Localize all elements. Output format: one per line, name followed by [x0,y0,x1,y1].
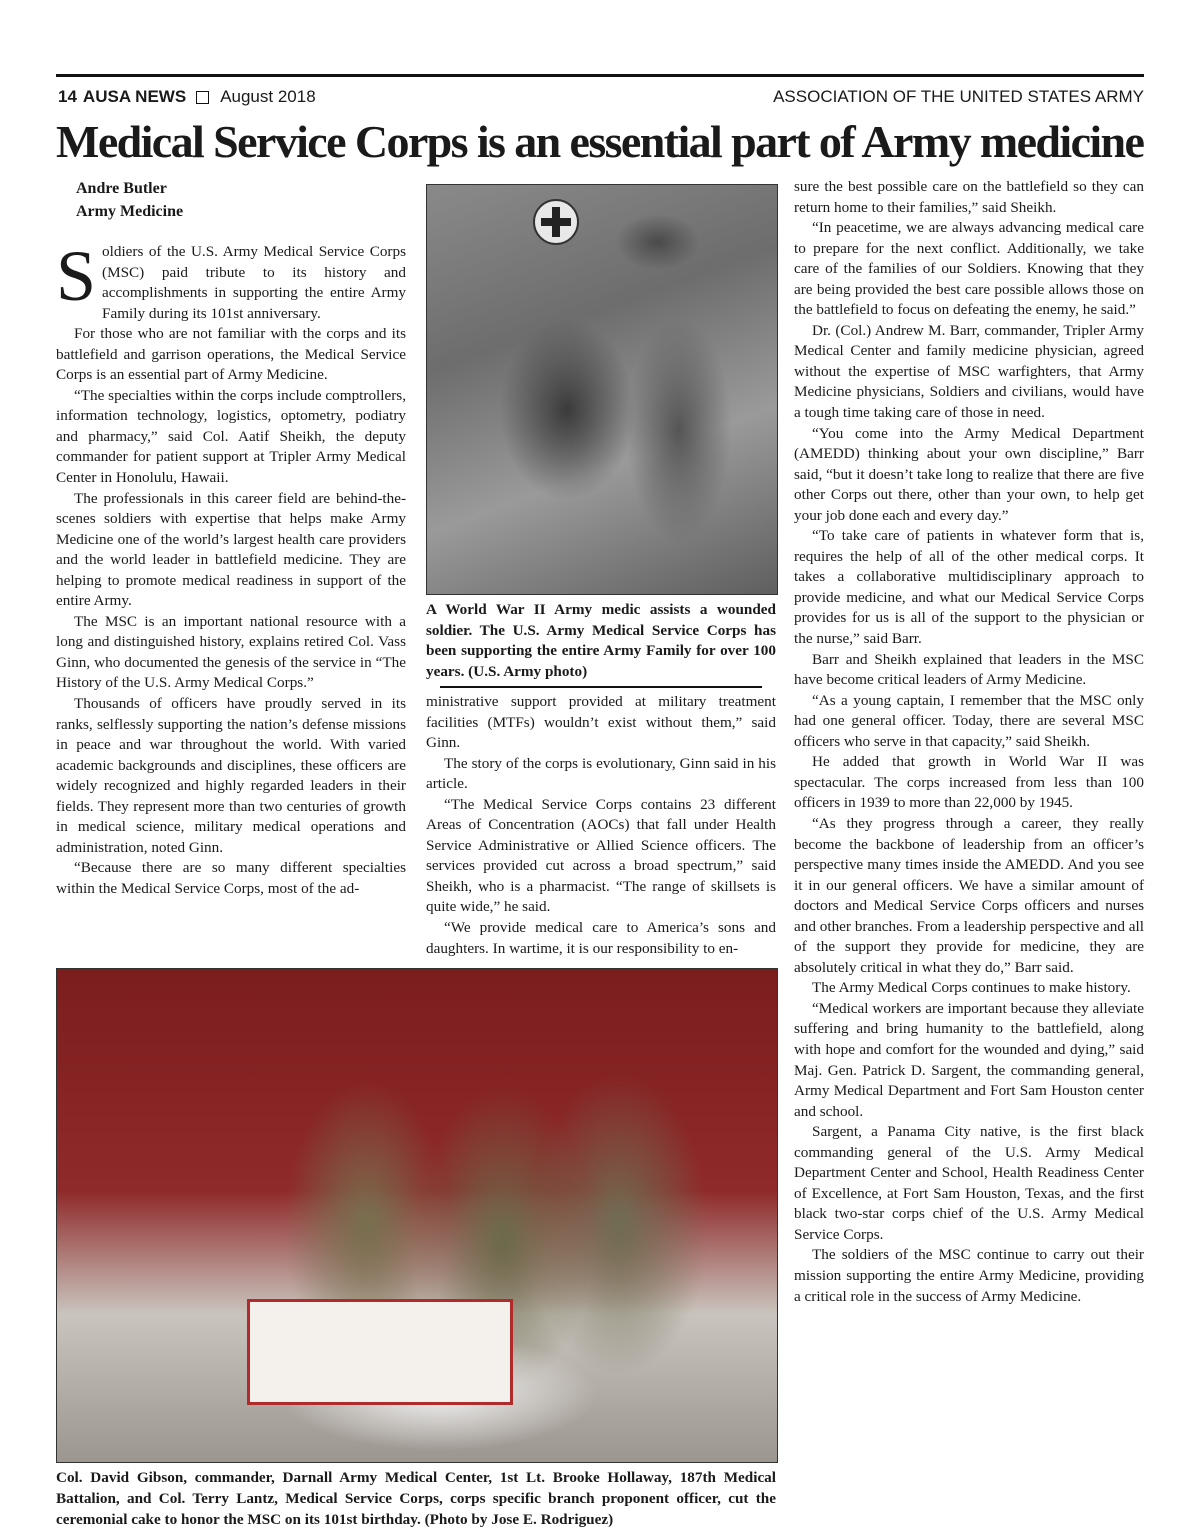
paragraph: “The specialties within the corps include comptrollers, information technology, logistics, optometry, podiatry and pharmacy,” said Col. Aatif Sheikh, the deputy commander for patient support at Tripler Army Medical Center in Honolulu, Hawaii. [56,386,406,487]
drop-cap: S [56,236,97,316]
paragraph: The Army Medical Corps continues to make history. [812,979,1131,997]
paragraph: Dr. (Col.) Andrew M. Barr, commander, Tripler Army Medical Center and family medicine physician, agreed without the expertise of MSC warfighters, that Army Medicine physicians, Soldiers and civilians, would have a tough time taking care of those in need. [794,321,1144,422]
lead-paragraph [56,236,406,324]
ceremonial-cake [247,1299,513,1405]
paragraph: “As a young captain, I remember that the MSC only had one general officer. Today, there are several MSC officers who serve in that capacity,” said Sheikh. [794,691,1144,750]
paragraph: “Because there are so many different specialties within the Medical Service Corps, most of the ad- [56,859,406,897]
paragraph: He added that growth in World War II was spectacular. The corps increased from less than 100 officers in 1939 to more than 22,000 by 1945. [794,753,1144,812]
square-bullet-icon [196,91,209,104]
headline: Medical Service Corps is an essential part of Army medicine [56,116,1144,167]
paragraph: “You come into the Army Medical Department (AMEDD) thinking about your own discipline,” Barr said, “but it doesn’t take long to realize that there are five other Corps out there, other than your own, to help get your job done each and every day.” [794,424,1144,524]
paragraph: Barr and Sheikh explained that leaders in the MSC have become critical leaders of Army Medicine. [794,650,1144,689]
byline-affiliation: Army Medicine [76,203,184,220]
article-column-2 [426,692,776,959]
paragraph: The soldiers of the MSC continue to carry out their mission supporting the entire Army Medicine, providing a critical role in the success of Army Medicine. [794,1246,1144,1305]
header-rule [56,74,1144,77]
lead-paragraph-text: oldiers of the U.S. Army Medical Service Corps (MSC) paid tribute to its history and accomplishments in supporting the entire Army Family during its 101st anniversary. [102,243,406,322]
ww2-medic-photo [426,184,778,595]
paragraph: The story of the corps is evolutionary, Ginn said in his article. [426,754,776,793]
paragraph: The MSC is an important national resource with a long and distinguished history, explains retired Col. Vass Ginn, who documented the genesis of the service in “The History of the U.S. Army Medical Corps.” [56,612,406,692]
paragraph: “To take care of patients in whatever form that is, requires the help of all of the other medical corps. It takes a collaborative multidisciplinary approach to provide medicine, and what our Medical Service Corps provides for us is all of the support to the physician or the nurse,” said Barr. [794,527,1144,648]
photo-caption-cake: Col. David Gibson, commander, Darnall Army Medical Center, 1st Lt. Brooke Hollaway, 187th Medical Battalion, and Col. Terry Lantz, Medical Service Corps, corps specific branch proponent officer, cut the ceremonial cake to honor the MSC on its 101st birthday. (Photo by Jose E. Rodriguez) [56,1469,776,1528]
organization-name: ASSOCIATION OF THE UNITED STATES ARMY [773,87,1144,106]
paragraph: Thousands of officers have proudly served in its ranks, selflessly supporting the nation’s defense missions in peace and war throughout the world. With varied academic backgrounds and disciplines, these officers are widely recognized and highly regarded leaders in their fields. They represent more than two centuries of growth in medical science, military medical operations and administration, noted Ginn. [56,695,406,856]
paragraph: ministrative support provided at military treatment facilities (MTFs) wouldn’t exist without them,” said Ginn. [426,693,776,752]
paragraph: The professionals in this career field are behind-the-scenes soldiers with expertise that helps make Army Medicine one of the world’s largest health care providers and the world leader in battlefield medicine. They are helping to promote medical readiness in support of the entire Army. [56,489,406,610]
cake-cutting-photo [56,968,778,1463]
page-header-left [58,86,316,108]
page-number: 14 [58,87,77,106]
publication-name: AUSA NEWS [82,87,187,106]
article-column-3 [794,177,1144,1307]
paragraph: “Medical workers are important because they alleviate suffering and bring humanity to the battlefield, along with hope and comfort for the wounded and dying,” said Maj. Gen. Patrick D. Sargent, the commanding general, Army Medical Department and Fort Sam Houston center and school. [794,999,1144,1120]
article-column-1 [56,177,406,900]
paragraph: “We provide medical care to America’s sons and daughters. In wartime, it is our responsibility to en- [426,919,776,957]
paragraph: Sargent, a Panama City native, is the first black commanding general of the U.S. Army Medical Department Center and School, Health Readiness Center of Excellence, at Fort Sam Houston, Texas, and the first black two-star corps chief of the U.S. Army Medical Service Corps. [794,1123,1144,1243]
paragraph: “As they progress through a career, they really become the backbone of leadership from an officer’s perspective many times inside the AMEDD. And you see it in our general officers. We have a similar amount of doctors and Medical Service Corps officers and nurses and other branches. From a leadership perspective and all of the support they provide for medicine, they are absolutely critical in what they do,” Barr said. [794,814,1144,976]
red-cross-helmet-icon [533,199,579,245]
issue-date: August 2018 [220,87,316,106]
paragraph: sure the best possible care on the battlefield so they can return home to their families,” said Sheikh. [794,178,1144,216]
byline [76,177,406,223]
caption-rule [440,686,762,688]
byline-author: Andre Butler [76,180,167,197]
paragraph: “The Medical Service Corps contains 23 different Areas of Concentration (AOCs) that fall under Health Service Administrative or Allied Science officers. The services provided cut across a broad spectrum,” said Sheikh, who is a pharmacist. “The range of skillsets is quite wide,” he said. [426,795,776,916]
paragraph: For those who are not familiar with the corps and its battlefield and garrison operations, the Medical Service Corps is an essential part of Army Medicine. [56,325,406,384]
photo-caption-medic: A World War II Army medic assists a wounded soldier. The U.S. Army Medical Service Corps has been supporting the entire Army Family for over 100 years. (U.S. Army photo) [426,601,776,680]
paragraph: “In peacetime, we are always advancing medical care to prepare for the next conflict. Additionally, we take care of the families of our Soldiers. Knowing that they are being provided the best care possible allows those on the battlefield to focus on defeating the enemy, he said.” [794,219,1144,319]
